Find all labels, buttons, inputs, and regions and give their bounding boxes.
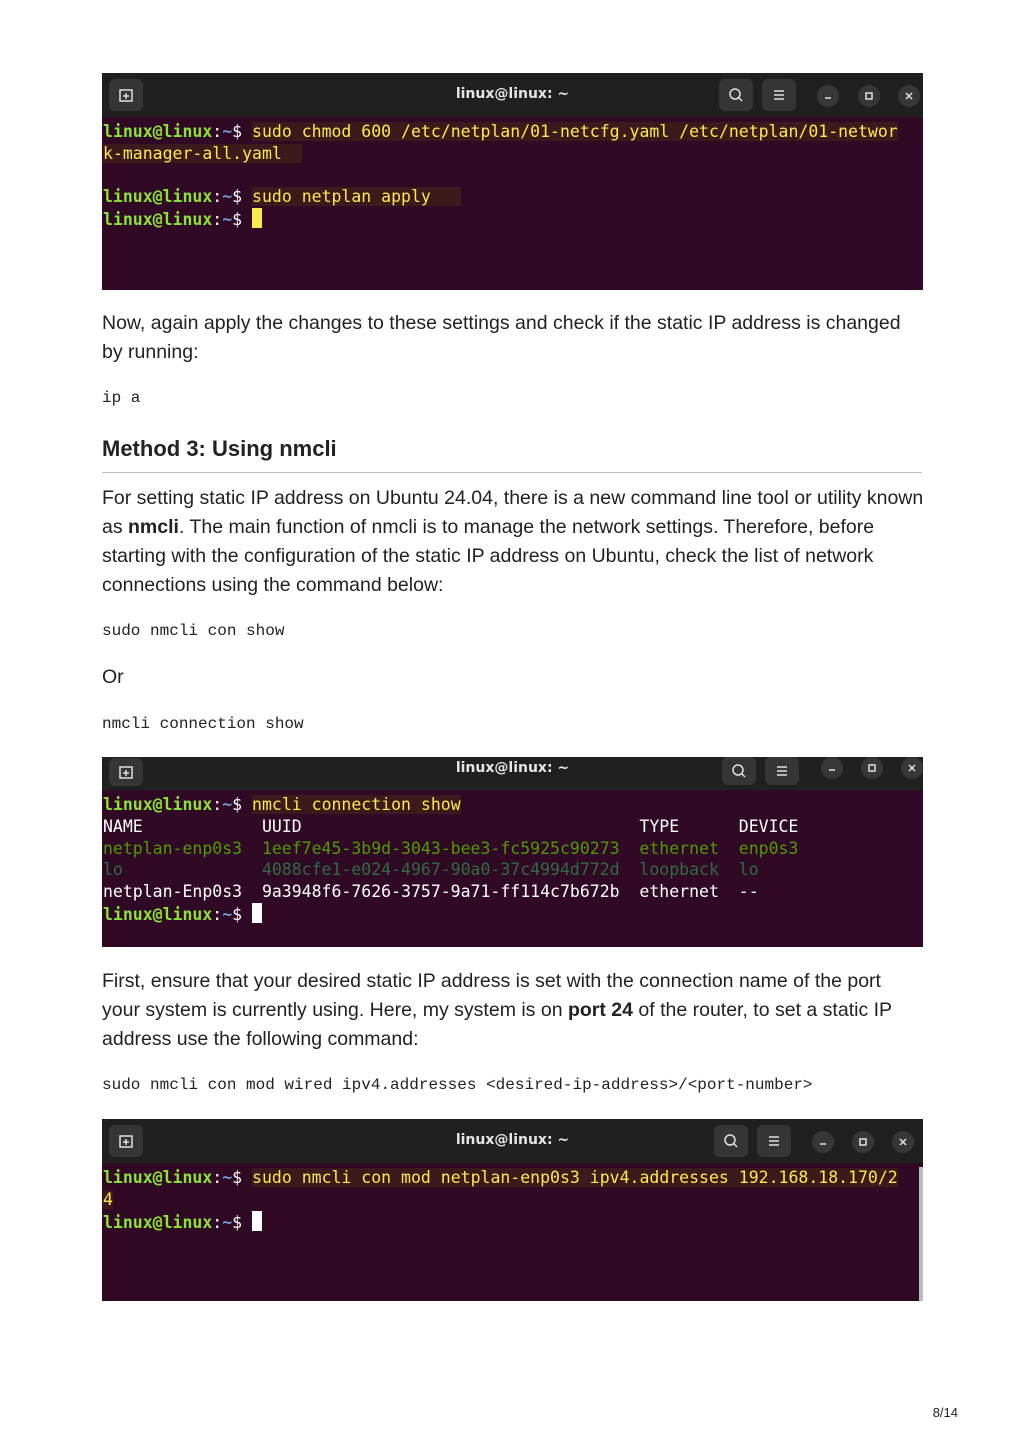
close-icon[interactable] — [892, 1131, 914, 1153]
prompt-colon: : — [212, 122, 223, 141]
terminal-title: linux@linux: ~ — [455, 760, 570, 776]
search-icon[interactable] — [719, 79, 753, 111]
terminal-line — [103, 121, 923, 143]
paragraph-apply-changes: Now, again apply the changes to these settings and check if the static IP address is changed by running: — [102, 312, 901, 363]
prompt-colon: : — [212, 1212, 223, 1232]
terminal-cursor — [252, 1211, 262, 1231]
prompt-path: ~ — [222, 1168, 233, 1187]
prompt-path: ~ — [222, 122, 233, 141]
prompt-path: ~ — [222, 210, 233, 230]
menu-icon[interactable] — [762, 79, 796, 111]
terminal-screenshot-2 — [102, 757, 923, 947]
terminal-output — [103, 121, 923, 290]
terminal-titlebar — [102, 73, 923, 117]
menu-icon[interactable] — [757, 1125, 791, 1157]
terminal-title: linux@linux: ~ — [455, 1132, 570, 1148]
minimize-icon[interactable] — [821, 757, 843, 779]
prompt-path: ~ — [222, 904, 233, 924]
paragraph-text: . The main function of nmcli is to manage the network settings. Therefore, before starting with the configuration of the static IP address on Ubuntu, check the list of network connections using the command below: — [102, 516, 875, 596]
code-sudo-nmcli-con-show: sudo nmcli con show — [102, 622, 285, 640]
prompt-user: linux@linux — [103, 187, 213, 207]
prompt-colon: : — [212, 187, 223, 207]
table-row-inactive: netplan-Enp0s3 9a3948f6-7626-3757-9a71-ff114c7b672b ethernet -- — [103, 882, 759, 902]
terminal-output — [103, 1167, 917, 1301]
bold-nmcli: nmcli — [128, 516, 179, 538]
table-header: NAME UUID TYPE DEVICE — [103, 816, 799, 836]
paragraph-port-instructions — [102, 967, 924, 1054]
terminal-cursor — [252, 208, 262, 228]
terminal-command-continuation: 4 — [103, 1189, 113, 1209]
prompt-symbol: $ — [232, 210, 253, 230]
terminal-line — [103, 186, 923, 208]
terminal-screenshot-3 — [102, 1119, 923, 1301]
terminal-line — [103, 1167, 917, 1189]
search-icon[interactable] — [714, 1125, 748, 1157]
prompt-colon: : — [212, 795, 223, 814]
prompt-symbol: $ — [232, 795, 253, 814]
search-icon[interactable] — [722, 757, 756, 785]
paragraph-nmcli-intro — [102, 484, 924, 600]
prompt-user: linux@linux — [103, 210, 213, 230]
terminal-line — [103, 143, 923, 165]
terminal-line — [103, 208, 923, 230]
terminal-command: sudo nmcli con mod netplan-enp0s3 ipv4.addresses 192.168.18.170/2 — [252, 1168, 898, 1187]
prompt-path: ~ — [222, 187, 233, 207]
page-number: 8/14 — [932, 1405, 958, 1420]
maximize-icon[interactable] — [858, 85, 880, 107]
prompt-user: linux@linux — [103, 1168, 213, 1187]
menu-icon[interactable] — [765, 757, 799, 785]
prompt-user: linux@linux — [103, 122, 213, 141]
prompt-symbol: $ — [232, 122, 253, 141]
prompt-colon: : — [212, 904, 223, 924]
paragraph-text: For setting static IP address on Ubuntu 24.04, there is a new command line tool or utility known as — [102, 487, 924, 538]
terminal-command: sudo chmod 600 /etc/netplan/01-netcfg.yaml /etc/netplan/01-networ — [252, 122, 898, 141]
terminal-line — [103, 794, 923, 816]
close-icon[interactable] — [898, 85, 920, 107]
terminal-line — [103, 1211, 917, 1233]
section-heading: Method 3: Using nmcli — [102, 436, 922, 473]
terminal-screenshot-1 — [102, 73, 923, 290]
paragraph-text: of the router, to set a static IP address use the following command: — [102, 999, 892, 1050]
prompt-user: linux@linux — [103, 1212, 213, 1232]
terminal-titlebar — [102, 1119, 923, 1163]
terminal-command-continuation: k-manager-all.yaml — [103, 143, 302, 163]
minimize-icon[interactable] — [812, 1131, 834, 1153]
table-row-loopback: lo 4088cfe1-e024-4967-90a0-37c4994d772d loopback lo — [103, 860, 759, 880]
terminal-line — [103, 1189, 917, 1211]
prompt-path: ~ — [222, 795, 233, 814]
close-icon[interactable] — [901, 757, 923, 779]
prompt-user: linux@linux — [103, 795, 213, 814]
prompt-symbol: $ — [232, 187, 253, 207]
paragraph-text: First, ensure that your desired static IP address is set with the connection name of the port your system is currently using. Here, my system is on — [102, 970, 881, 1021]
terminal-titlebar — [102, 757, 923, 790]
prompt-user: linux@linux — [103, 904, 213, 924]
prompt-symbol: $ — [232, 904, 253, 924]
terminal-command: sudo netplan apply — [252, 187, 461, 207]
terminal-command: nmcli connection show — [252, 795, 461, 814]
prompt-symbol: $ — [232, 1168, 253, 1187]
terminal-line — [103, 903, 923, 925]
code-nmcli-connection-show: nmcli connection show — [102, 715, 304, 733]
prompt-colon: : — [212, 1168, 223, 1187]
terminal-scrollbar[interactable] — [919, 1167, 923, 1301]
terminal-blank-line — [103, 165, 923, 187]
terminal-cursor — [252, 903, 262, 923]
prompt-colon: : — [212, 210, 223, 230]
paragraph-or: Or — [102, 666, 124, 688]
code-ip-a: ip a — [102, 389, 141, 407]
prompt-symbol: $ — [232, 1212, 253, 1232]
table-row-active: netplan-enp0s3 1eef7e45-3b9d-3043-bee3-fc5925c90273 ethernet enp0s3 — [103, 838, 799, 858]
bold-port-24: port 24 — [567, 999, 633, 1021]
minimize-icon[interactable] — [817, 85, 839, 107]
terminal-title: linux@linux: ~ — [455, 86, 570, 102]
code-nmcli-con-mod: sudo nmcli con mod wired ipv4.addresses <desired-ip-address>/<port-number> — [102, 1076, 813, 1094]
maximize-icon[interactable] — [852, 1131, 874, 1153]
terminal-output — [103, 794, 923, 947]
prompt-path: ~ — [222, 1212, 233, 1232]
maximize-icon[interactable] — [861, 757, 883, 779]
